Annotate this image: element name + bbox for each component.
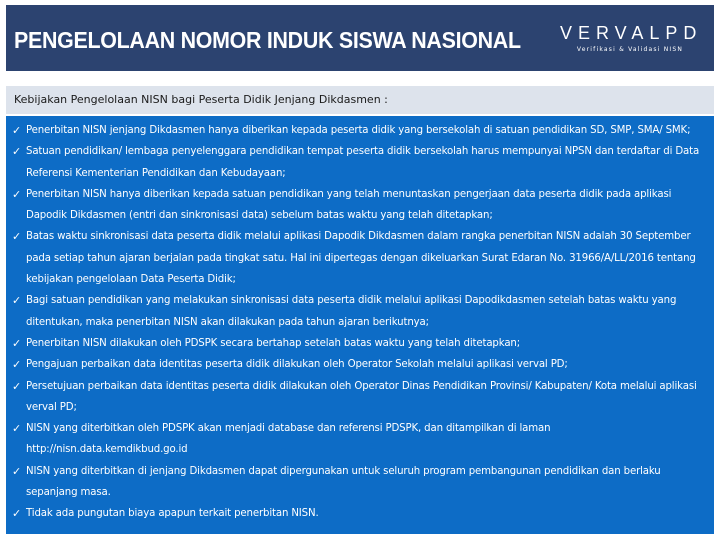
checkmark-icon: ✓ <box>12 358 22 372</box>
list-item <box>12 461 708 504</box>
list-item <box>12 226 708 290</box>
list-item-text: NISN yang diterbitkan di jenjang Dikdasmen dapat dipergunakan untuk seluruh program pembangunan pendidikan dan berlaku sepanjang masa. <box>26 465 661 499</box>
page-title: PENGELOLAAN NOMOR INDUK SISWA NASIONAL <box>14 27 521 53</box>
checkmark-icon: ✓ <box>12 187 22 201</box>
list-item <box>12 120 708 141</box>
list-item-text: Penerbitan NISN dilakukan oleh PDSPK secara bertahap setelah batas waktu yang telah ditetapkan; <box>26 337 521 349</box>
list-item-text: Pengajuan perbaikan data identitas peserta didik dilakukan oleh Operator Sekolah melalui aplikasi verval PD; <box>26 359 568 371</box>
checkmark-icon: ✓ <box>12 230 22 244</box>
list-item <box>12 376 708 419</box>
checkmark-icon: ✓ <box>12 507 22 521</box>
list-item <box>12 290 708 333</box>
list-item <box>12 141 708 184</box>
policy-panel <box>6 116 714 534</box>
list-item <box>12 418 708 461</box>
list-item <box>12 184 708 227</box>
list-item-text: Satuan pendidikan/ lembaga penyelenggara pendidikan tempat peserta didik bersekolah harus mempunyai NPSN dan terdaftar di Data Referensi Kementerian Pendidikan dan Kebudayaan; <box>26 146 700 179</box>
checkmark-icon: ✓ <box>12 464 22 478</box>
brand-name: VERVALPD <box>560 23 703 43</box>
header-bar <box>6 5 714 71</box>
section-header <box>6 86 714 114</box>
checkmark-icon: ✓ <box>12 145 22 159</box>
checkmark-icon: ✓ <box>12 379 22 393</box>
checkmark-icon: ✓ <box>12 124 22 137</box>
section-heading: Kebijakan Pengelolaan NISN bagi Peserta Didik Jenjang Dikdasmen : <box>14 93 388 106</box>
checkmark-icon: ✓ <box>12 422 22 436</box>
list-item-text: Penerbitan NISN jenjang Dikdasmen hanya diberikan kepada peserta didik yang bersekolah di satuan pendidikan SD, SMP, SMA/ SMK; <box>26 125 691 136</box>
list-item-text: Penerbitan NISN hanya diberikan kepada satuan pendidikan yang telah menuntaskan pengerjaan data peserta didik pada aplikasi Dapodik Dikdasmen (entri dan sinkronisasi data) sebelum batas waktu yang telah ditetapkan; <box>26 188 672 222</box>
list-item <box>12 333 708 354</box>
policy-list <box>12 120 708 525</box>
list-item-text: NISN yang diterbitkan oleh PDSPK akan menjadi database dan referensi PDSPK, dan ditampilkan di laman http://nisn.data.kemdikbud.go.id <box>26 423 551 456</box>
list-item-text: Bagi satuan pendidikan yang melakukan sinkronisasi data peserta didik melalui aplikasi Dapodikdasmen setelah batas waktu yang ditentukan, maka penerbitan NISN akan dilakukan pada tahun ajaran berikutnya; <box>26 295 677 328</box>
list-item-text: Tidak ada pungutan biaya apapun terkait penerbitan NISN. <box>26 508 319 520</box>
checkmark-icon: ✓ <box>12 294 22 308</box>
checkmark-icon: ✓ <box>12 336 22 350</box>
list-item-text: Batas waktu sinkronisasi data peserta didik melalui aplikasi Dapodik Dikdasmen dalam rangka penerbitan NISN adalah 30 September pada setiap tahun ajaran berjalan pada tingkat satu. Hal ini dipertegas dengan dikeluarkan Surat Edaran No. 31966/A/LL/2016 tentang kebijakan pengelolaan Data Peserta Didik; <box>26 231 696 286</box>
list-item-text: Persetujuan perbaikan data identitas peserta didik dilakukan oleh Operator Dinas Pendidikan Provinsi/ Kabupaten/ Kota melalui aplikasi verval PD; <box>26 380 697 413</box>
brand-logo <box>560 23 703 53</box>
brand-tagline: Verifikasi & Validasi NISN <box>576 46 684 53</box>
list-item <box>12 503 708 524</box>
list-item <box>12 354 708 375</box>
